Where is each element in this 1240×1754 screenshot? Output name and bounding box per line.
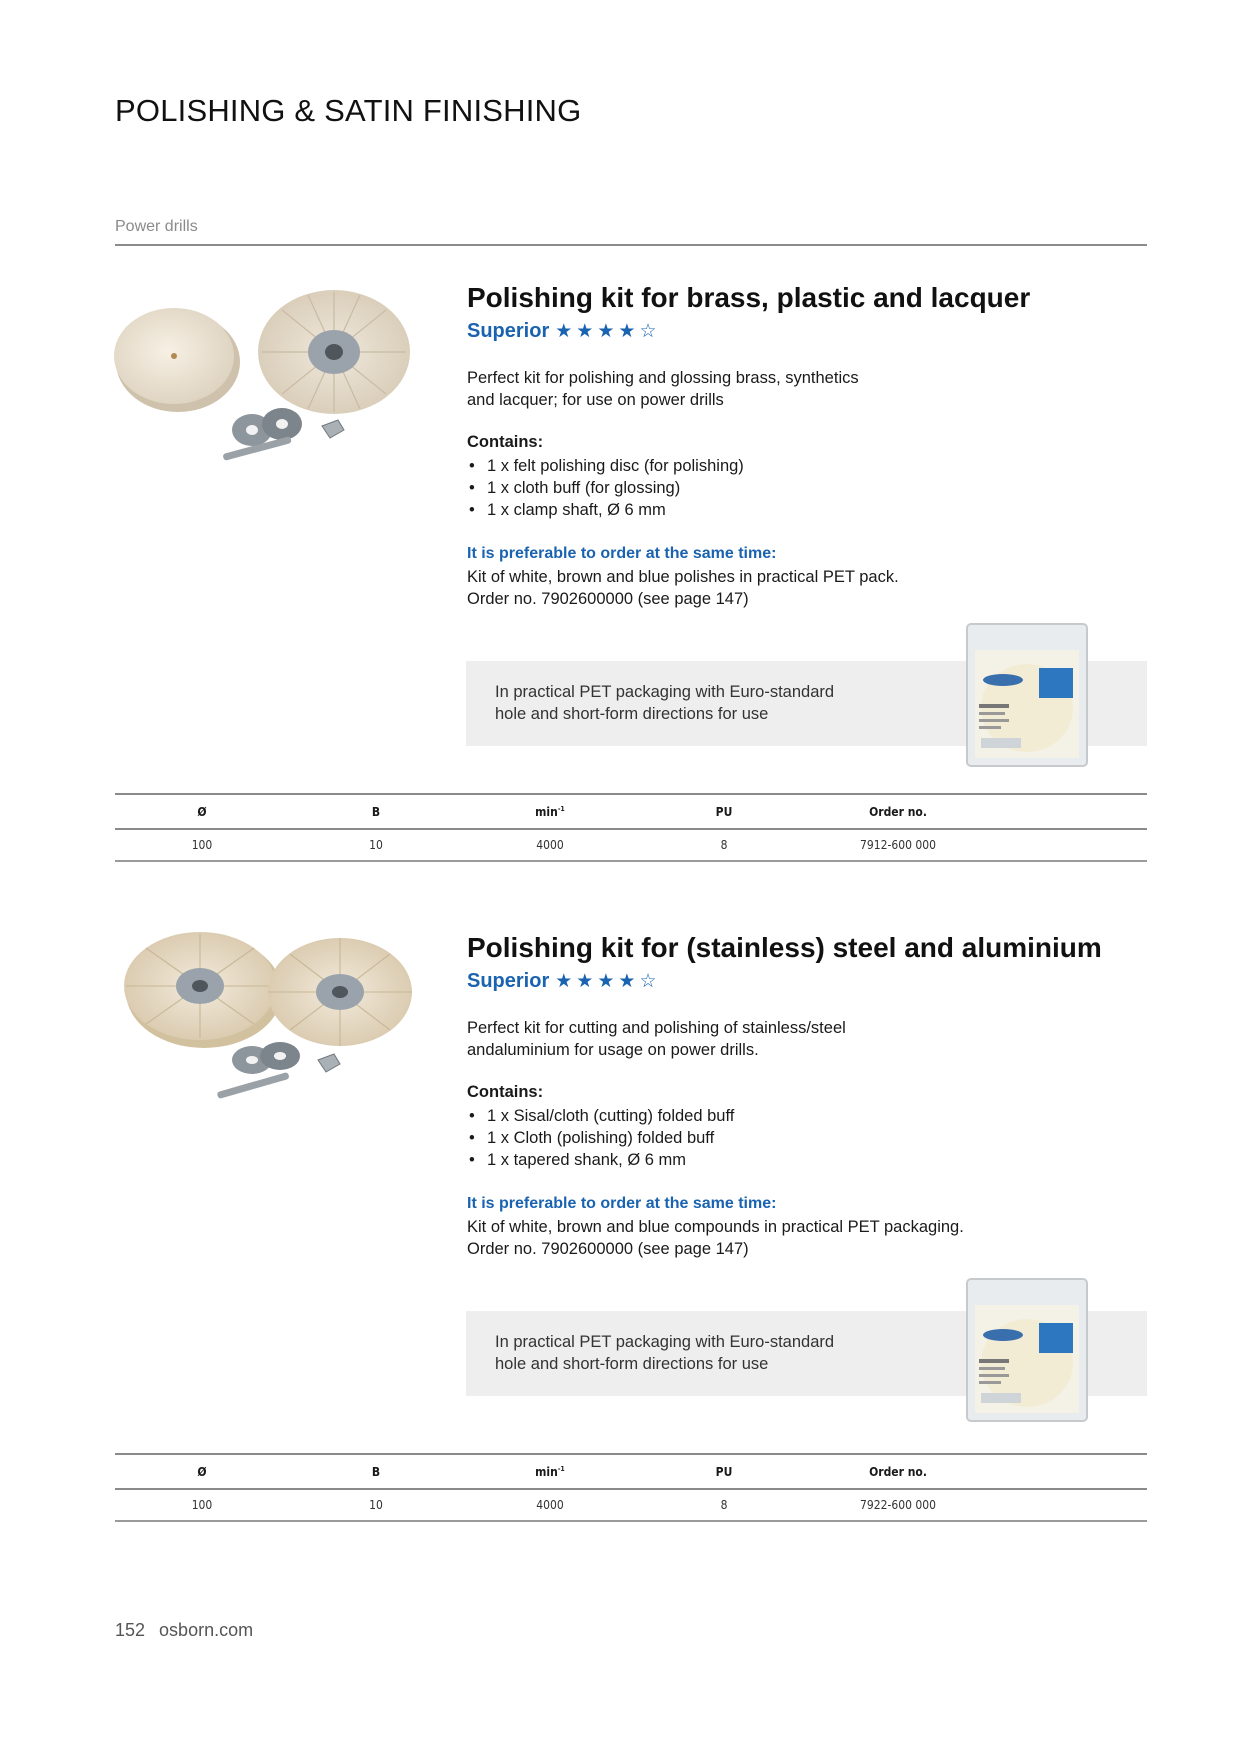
contains-list — [467, 455, 744, 521]
product-1-rating — [467, 320, 656, 343]
section-divider — [115, 244, 1147, 246]
preferable-text: Kit of white, brown and blue compounds in practical PET packaging. Order no. 7902600000 (see page 147) — [467, 1218, 964, 1258]
table-header-row — [115, 1454, 1147, 1489]
col-pu: PU — [637, 794, 811, 829]
packaging-text: In practical PET packaging with Euro-standard hole and short-form directions for use — [495, 683, 835, 723]
star-filled-icon: ★ — [555, 321, 573, 342]
product-2-rating — [467, 970, 656, 993]
col-diameter: Ø — [115, 1454, 289, 1489]
footer — [115, 1620, 267, 1641]
product-2-spec-table — [115, 1453, 1147, 1522]
page-number: 152 — [115, 1620, 146, 1640]
rating-label: Superior — [467, 970, 550, 992]
star-empty-icon: ☆ — [639, 321, 657, 342]
col-order-no: Order no. — [811, 794, 985, 829]
col-order-no: Order no. — [811, 1454, 985, 1489]
section-label: Power drills — [115, 218, 198, 235]
packaging-photo — [963, 1275, 1091, 1425]
star-empty-icon: ☆ — [639, 971, 657, 992]
star-filled-icon: ★ — [576, 321, 594, 342]
product-2-title: Polishing kit for (stainless) steel and aluminium — [467, 932, 1102, 963]
packaging-photo — [963, 620, 1091, 770]
contains-list — [467, 1105, 734, 1171]
col-width: B — [289, 1454, 463, 1489]
star-filled-icon: ★ — [618, 321, 636, 342]
star-filled-icon: ★ — [597, 971, 615, 992]
col-pu: PU — [637, 1454, 811, 1489]
preferable-heading: It is preferable to order at the same time: — [467, 1195, 777, 1212]
product-1-spec-table — [115, 793, 1147, 862]
product-1-image — [112, 280, 432, 470]
contains-label: Contains: — [467, 433, 544, 451]
contains-label: Contains: — [467, 1083, 544, 1101]
list-item: • 1 x felt polishing disc (for polishing) — [467, 455, 744, 477]
packaging-text: In practical PET packaging with Euro-standard hole and short-form directions for use — [495, 1333, 835, 1373]
product-1-title: Polishing kit for brass, plastic and lacquer — [467, 282, 1031, 313]
star-filled-icon: ★ — [576, 971, 594, 992]
col-rpm: $\min^{-1}$ — [463, 1454, 637, 1489]
star-filled-icon: ★ — [618, 971, 636, 992]
star-filled-icon: ★ — [597, 321, 615, 342]
preferable-heading: It is preferable to order at the same time: — [467, 545, 777, 562]
rating-label: Superior — [467, 320, 550, 342]
col-diameter: Ø — [115, 794, 289, 829]
product-2-description: Perfect kit for cutting and polishing of stainless/steel andaluminium for usage on power drills. — [467, 1019, 846, 1059]
list-item: • 1 x Sisal/cloth (cutting) folded buff — [467, 1105, 734, 1127]
table-row: 100 10 4000 8 7922-600 000 — [115, 1489, 1147, 1521]
star-rating — [555, 320, 656, 343]
list-item: • 1 x cloth buff (for glossing) — [467, 477, 744, 499]
list-item: • 1 x tapered shank, Ø 6 mm — [467, 1149, 734, 1171]
product-2-image — [112, 930, 432, 1120]
table-row: 100 10 4000 8 7912-600 000 — [115, 829, 1147, 861]
table-header-row — [115, 794, 1147, 829]
product-1-description: Perfect kit for polishing and glossing brass, synthetics and lacquer; for use on power drills — [467, 369, 859, 409]
list-item: • 1 x clamp shaft, Ø 6 mm — [467, 499, 744, 521]
star-filled-icon: ★ — [555, 971, 573, 992]
preferable-text: Kit of white, brown and blue polishes in practical PET pack. Order no. 7902600000 (see page 147) — [467, 568, 899, 608]
col-width: B — [289, 794, 463, 829]
list-item: • 1 x Cloth (polishing) folded buff — [467, 1127, 734, 1149]
col-rpm: $\min^{-1}$ — [463, 794, 637, 829]
site-link[interactable]: osborn.com — [159, 1620, 254, 1640]
star-rating — [555, 970, 656, 993]
page-title: POLISHING & SATIN FINISHING — [115, 93, 582, 128]
